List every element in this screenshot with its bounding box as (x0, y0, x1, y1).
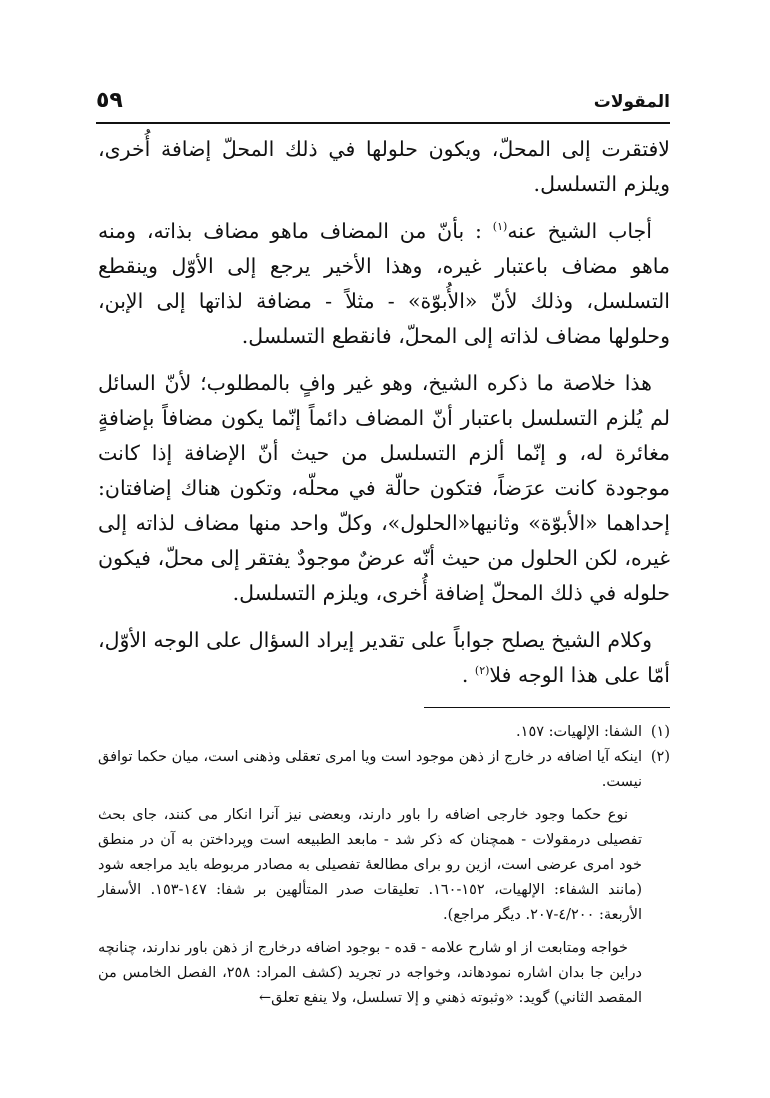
footnote-number: (١) (650, 724, 670, 740)
footnote-2 (98, 745, 670, 795)
paragraph-2-rest: : بأنّ من المضاف ماهو مضاف بذاته، ومنه ماهو مضاف باعتبار غيره، وهذا الأخير يرجع إلى الأوّل وينقطع التسلسل، وذلك لأنّ «الأُبوّة» - مثلاً - مضافة لذاتها إلى الإبن، وحلولها مضاف لذاته إلى المحلّ، فانقطع التسلسل. (98, 219, 670, 348)
paragraph-3: هذا خلاصة ما ذكره الشيخ، وهو غير وافٍ بالمطلوب؛ لأنّ السائل لم يُلزم التسلسل باعتبار أنّ المضاف دائماً إنّما يكون مضافاً بإضافةٍ مغائرة له، و إنّما ألزم التسلسل من حيث أنّ الإضافة إذا كانت موجودة كانت عرَضاً، فتكون حالّة في محلّه، وتكون هناك إضافتان: إحداهما «الأبوّة» وثانيها«الحلول»، وكلّ واحد منها مضاف لذاته إلى غيره، لكن الحلول من حيث أنّه عرضٌ موجودٌ يفتقر إلى محلّ، فيكون حلوله في ذلك المحلّ إضافة أُخرى، ويلزم التسلسل. (98, 371, 670, 605)
footnote-2-paragraph-2: خواجه ومتابعت از او شارح علامه - قده - بوجود اضافه درخارج از ذهن باور ندارند، چنانچه دراین جا بدان اشاره نمودهاند، وخواجه در تجرید (کشف المراد: ٢٥٨، الفصل الخامس من المقصد الثاني) گوید: «وثبوته ذهني و إلا تسلسل، ولا ينفع تعلق← (98, 940, 642, 1006)
footnote-rule (424, 707, 670, 708)
footnote-ref-1[interactable]: (١) (492, 220, 508, 234)
main-text (98, 132, 670, 705)
paragraph-1: لافتقرت إلى المحلّ، ويكون حلولها في ذلك المحلّ إضافة أُخرى، ويلزم التسلسل. (98, 137, 670, 196)
footnote-text: الشفا: الإلهيات: ١٥٧. (516, 724, 642, 740)
footnote-1 (98, 720, 670, 745)
paragraph-4-text: وكلام الشيخ يصلح جواباً على تقدير إيراد السؤال على الوجه الأوّل، أمّا على هذا الوجه فلا (98, 628, 670, 687)
footnote-ref-2[interactable]: (٢) (474, 664, 490, 678)
page-number: ٥٩ (96, 88, 123, 113)
running-head (96, 88, 670, 118)
paragraph-2 (98, 214, 670, 354)
header-rule (96, 122, 670, 124)
paragraph-4 (98, 623, 670, 693)
footnote-number: (٢) (650, 749, 670, 765)
footnote-text: اینکه آیا اضافه در خارج از ذهن موجود است ویا امری تعقلی وذهنی است، میان حکما توافق نیست. (98, 749, 642, 790)
paragraph-4-end: . (461, 663, 475, 687)
footnotes (98, 720, 670, 1011)
paragraph-2-text: أجاب الشيخ عنه (507, 219, 652, 243)
chapter-title: المقولات (593, 92, 670, 112)
footnote-2-paragraph-1: نوع حکما وجود خارجی اضافه را باور دارند، وبعضی نیز آنرا انکار می کنند، جای بحث تفصیلی درمقولات - همچنان که ذکر شد - مابعد الطبیعه است وپرداختن به آن در منطق خود امری عرضی است، ازین رو برای مطالعهٔ تفصیلی به مصادر مربوطه باید مراجعه شود (مانند الشفاء: الإلهیات، ١٥٢-١٦٠. تعلیقات صدر المتألهین بر شفا: ١٤٧-١٥٣. الأسفار الأربعة: ٤/٢٠٠-٢٠٧. دیگر مراجع). (98, 807, 643, 923)
